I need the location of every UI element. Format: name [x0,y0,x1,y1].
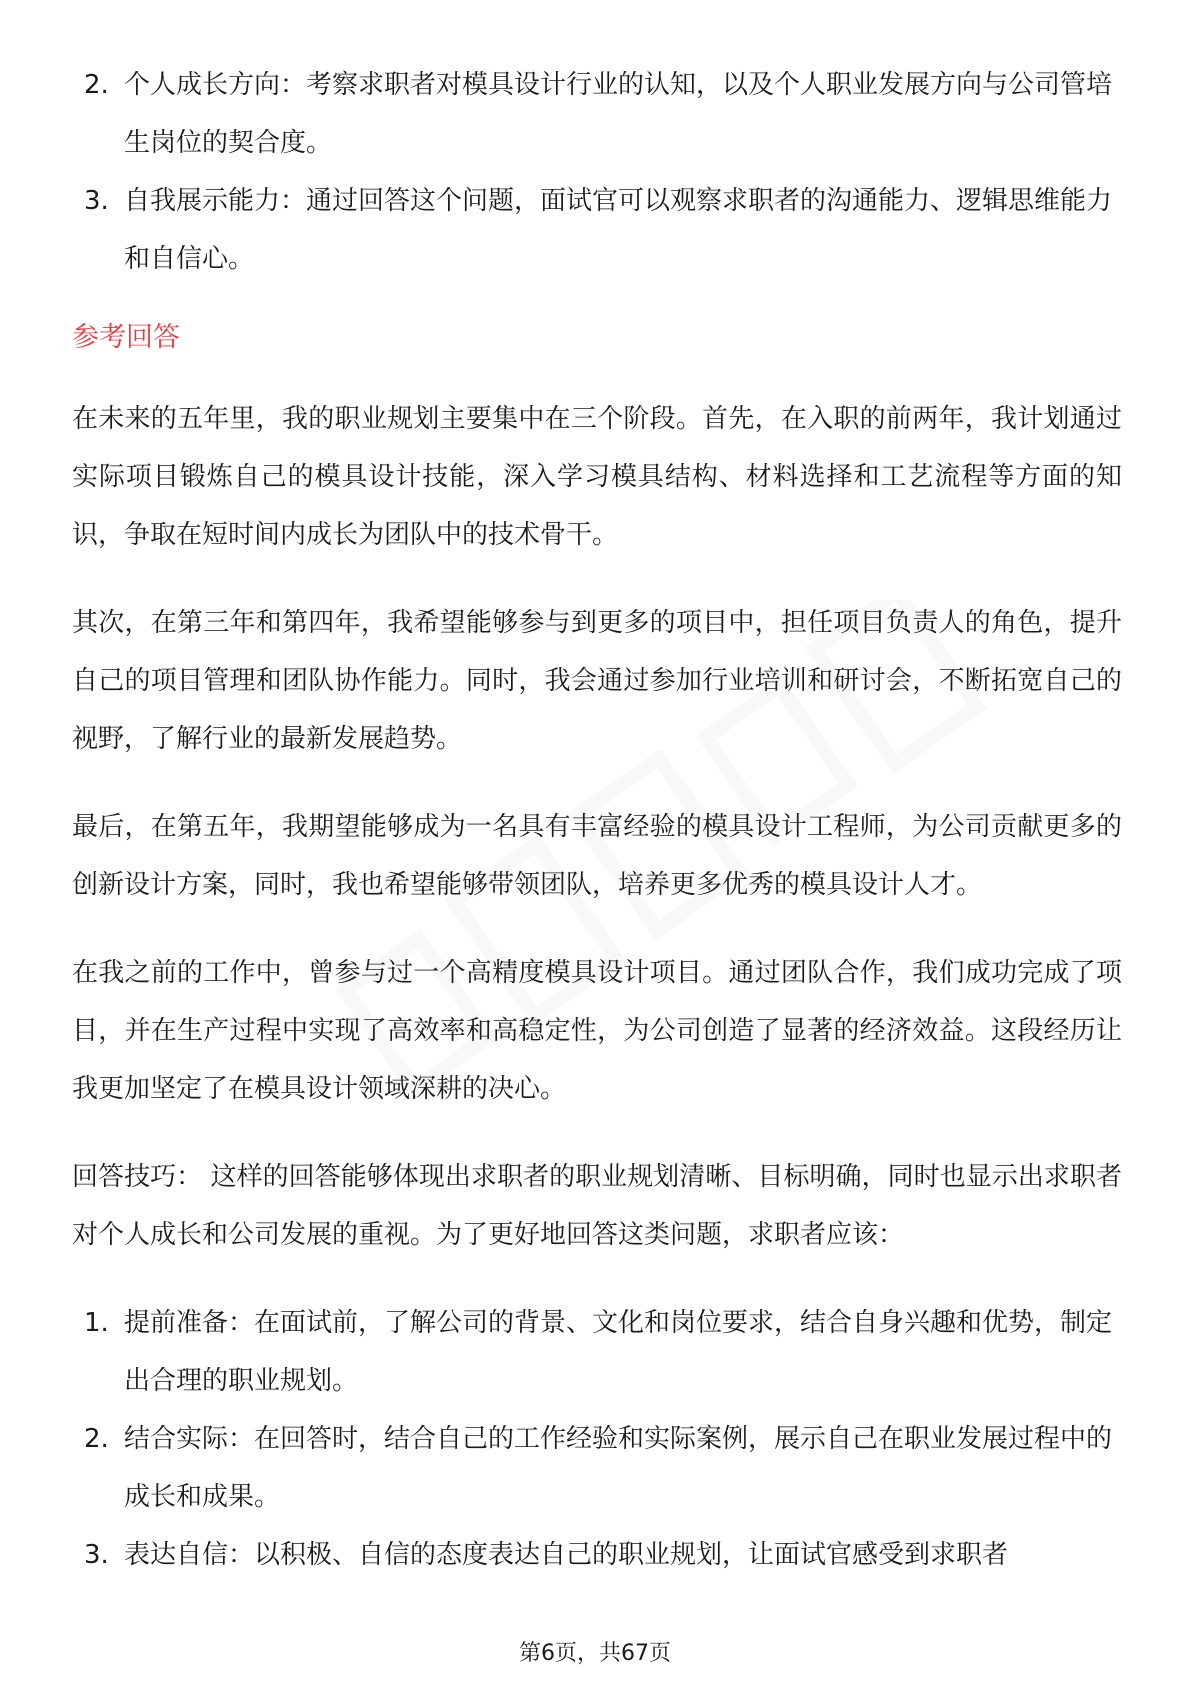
page-content [72,56,1122,1584]
paragraph: 其次，在第三年和第四年，我希望能够参与到更多的项目中，担任项目负责人的角色，提升自己的项目管理和团队协作能力。同时，我会通过参加行业培训和研讨会，不断拓宽自己的视野，了解行业的最新发展趋势。 [72,608,1122,754]
list-item-text: 自我展示能力：通过回答这个问题，面试官可以观察求职者的沟通能力、逻辑思维能力和自信心。 [124,186,1113,274]
list-item-number: 3. [84,1540,109,1570]
paragraph: 在我之前的工作中，曾参与过一个高精度模具设计项目。通过团队合作，我们成功完成了项目，并在生产过程中实现了高效率和高稳定性，为公司创造了显著的经济效益。这段经历让我更加坚定了在模具设计领域深耕的决心。 [72,958,1122,1104]
list-item-text: 表达自信：以积极、自信的态度表达自己的职业规划，让面试官感受到求职者 [124,1540,1009,1570]
list-item [72,56,1122,172]
page-footer: 第6页，共67页 [519,1641,671,1666]
list-item-text: 个人成长方向：考察求职者对模具设计行业的认知，以及个人职业发展方向与公司管培生岗位的契合度。 [124,70,1113,158]
section-heading: 参考回答 [72,322,180,353]
list-item [72,172,1122,288]
list-item [72,1526,1122,1584]
paragraph: 在未来的五年里，我的职业规划主要集中在三个阶段。首先，在入职的前两年，我计划通过实际项目锻炼自己的模具设计技能，深入学习模具结构、材料选择和工艺流程等方面的知识，争取在短时间内成长为团队中的技术骨干。 [72,404,1122,550]
list-item-number: 3. [84,186,109,216]
bottom-numbered-list [72,1294,1122,1584]
list-item-text: 提前准备：在面试前，了解公司的背景、文化和岗位要求，结合自身兴趣和优势，制定出合理的职业规划。 [124,1308,1113,1396]
top-numbered-list [72,56,1122,288]
list-item [72,1410,1122,1526]
answer-tips-paragraph: 回答技巧： 这样的回答能够体现出求职者的职业规划清晰、目标明确，同时也显示出求职者对个人成长和公司发展的重视。为了更好地回答这类问题，求职者应该： [72,1162,1122,1250]
paragraph: 最后，在第五年，我期望能够成为一名具有丰富经验的模具设计工程师，为公司贡献更多的创新设计方案，同时，我也希望能够带领团队，培养更多优秀的模具设计人才。 [72,812,1122,900]
list-item-text: 结合实际：在回答时，结合自己的工作经验和实际案例，展示自己在职业发展过程中的成长和成果。 [124,1424,1113,1512]
list-item [72,1294,1122,1410]
list-item-number: 2. [84,1424,109,1454]
list-item-number: 1. [84,1308,109,1338]
list-item-number: 2. [84,70,109,100]
